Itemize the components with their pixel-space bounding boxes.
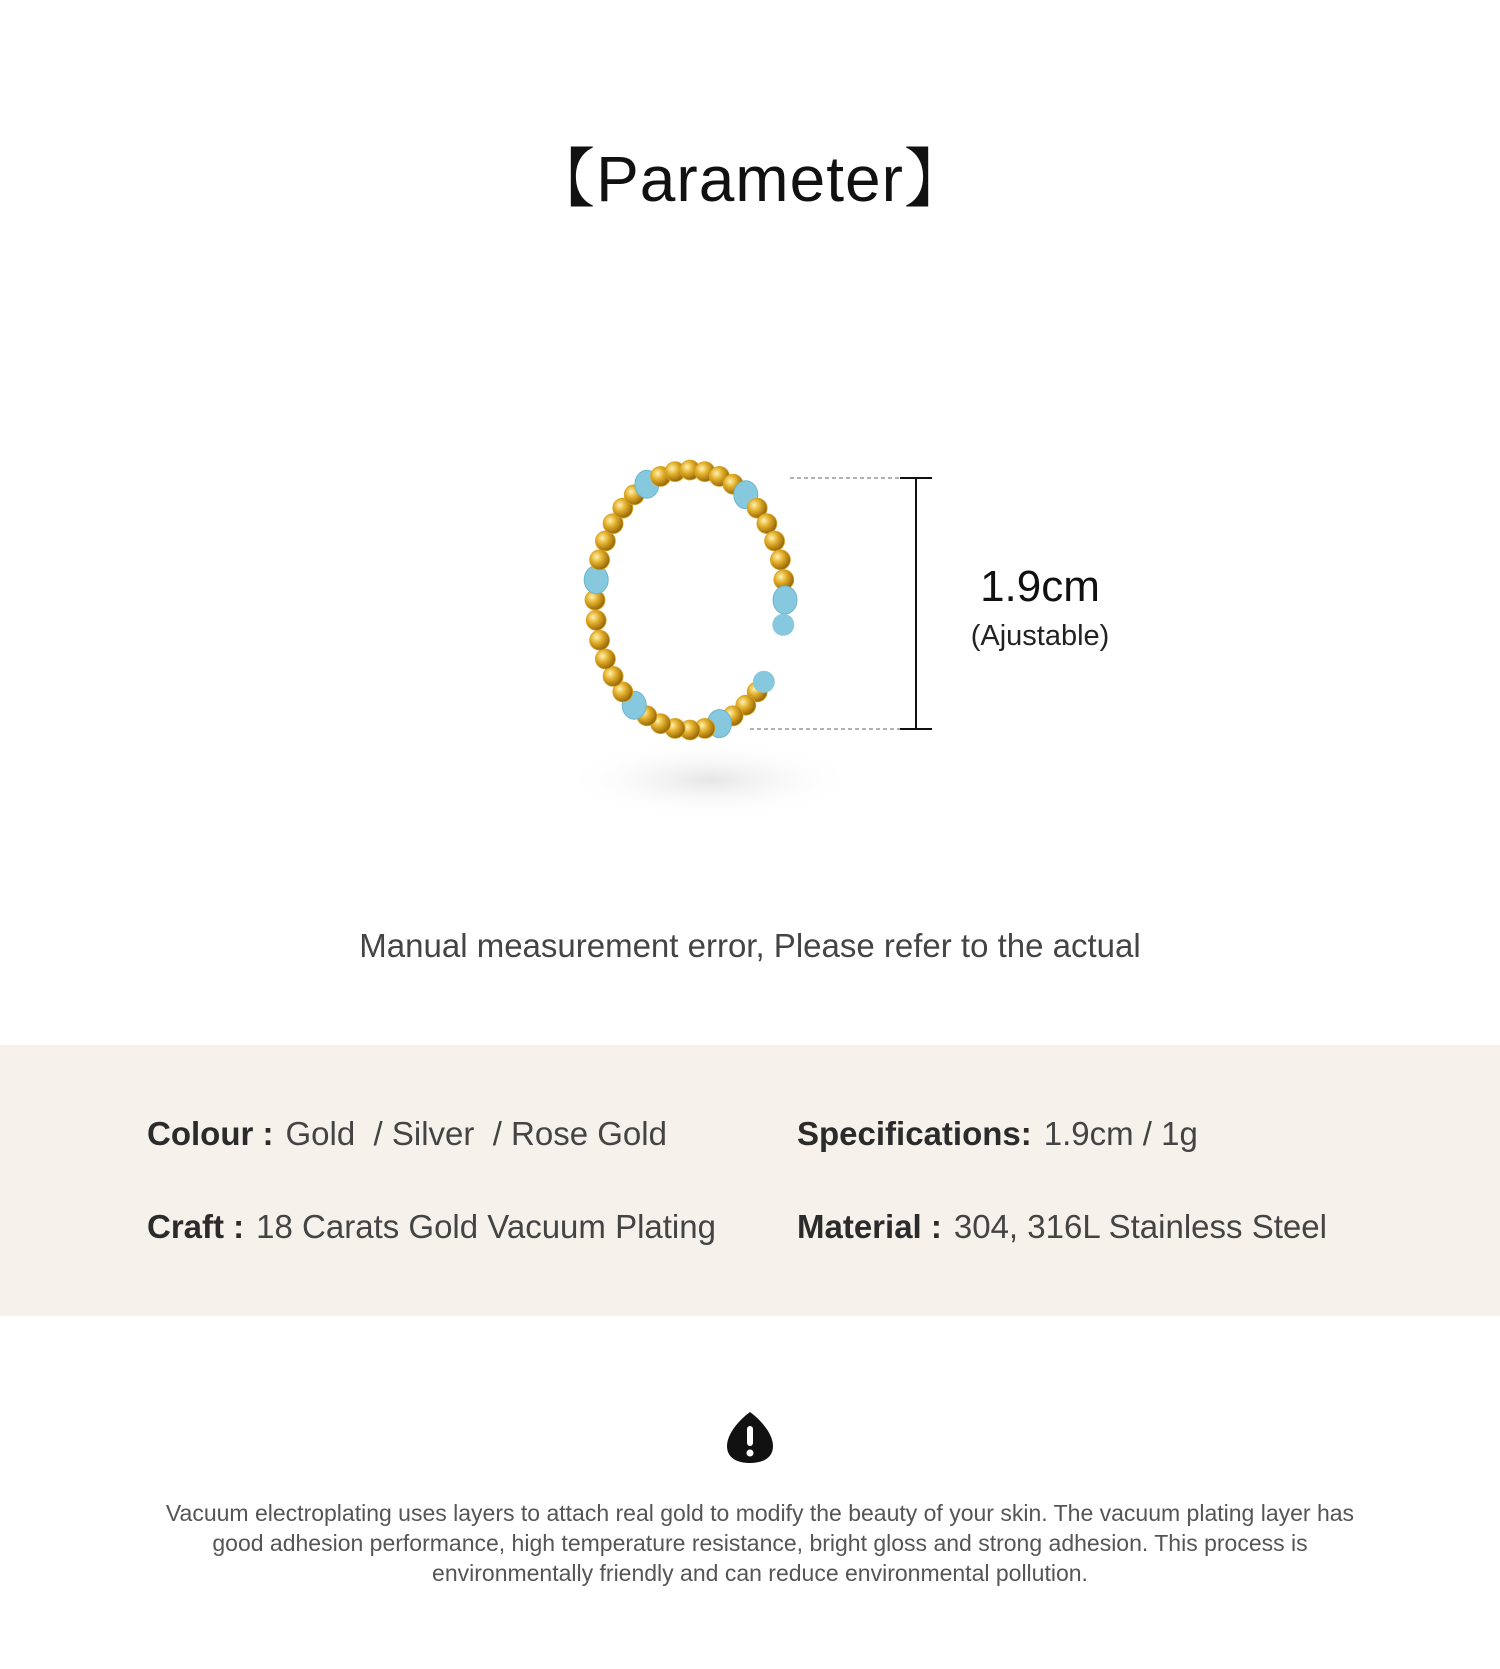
spec-material-label: Material :: [797, 1208, 942, 1245]
ring-end-cap: [772, 614, 794, 636]
spec-material: [797, 1208, 1327, 1246]
page-title: 【Parameter】: [531, 143, 969, 215]
ring-gold-bead: [586, 610, 606, 630]
ring-end-cap: [753, 671, 775, 693]
spec-specifications-value: 1.9cm / 1g: [1043, 1115, 1198, 1152]
ring-size-note: (Ajustable): [970, 620, 1110, 652]
spec-colour: [147, 1115, 667, 1153]
ring-size-value: 1.9cm: [980, 562, 1100, 611]
product-diagram: [560, 380, 1120, 900]
ring-shadow: [560, 740, 860, 820]
spec-craft-value: 18 Carats Gold Vacuum Plating: [256, 1208, 716, 1245]
measurement-disclaimer: Manual measurement error, Please refer to the actual: [359, 927, 1141, 964]
ring-enamel-segment: [584, 566, 608, 594]
spec-specifications: [797, 1115, 1198, 1153]
ring-gold-bead: [595, 531, 615, 551]
ring-gold-bead: [595, 649, 615, 669]
ring-gold-bead: [765, 531, 785, 551]
spec-material-value: 304, 316L Stainless Steel: [953, 1208, 1327, 1245]
ring-gold-bead: [603, 666, 623, 686]
spec-craft-label: Craft :: [147, 1208, 245, 1245]
spec-specifications-label: Specifications:: [797, 1115, 1032, 1152]
ring-gold-bead: [770, 550, 790, 570]
plating-notice: Vacuum electroplating uses layers to attach real gold to modify the beauty of your skin. The vacuum plating layer has good adhesion performance, high temperature resistance, bright gloss and strong adhesion. This process is environmentally friendly and can reduce environmental pollution.: [165, 1500, 1355, 1586]
spec-colour-value: Gold / Silver / Rose Gold: [285, 1115, 667, 1152]
spec-panel: [0, 1045, 1500, 1316]
warning-icon: [725, 1410, 775, 1465]
ring-gold-bead: [590, 550, 610, 570]
ring-gold-bead: [757, 514, 777, 534]
ring-gold-bead: [590, 630, 610, 650]
ring-enamel-segment: [773, 586, 797, 614]
spec-craft: [147, 1208, 716, 1246]
spec-colour-label: Colour :: [147, 1115, 274, 1152]
ring: [584, 460, 797, 740]
